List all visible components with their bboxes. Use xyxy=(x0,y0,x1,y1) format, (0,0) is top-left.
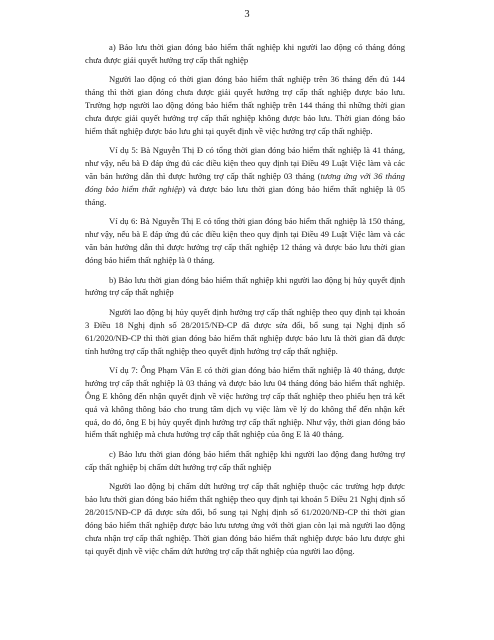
italic-text: tương ứng với 36 tháng đóng bảo hiểm thất nghiệp xyxy=(85,171,405,195)
paragraph-text: Người lao động bị hủy quyết định hưởng trợ cấp thất nghiệp theo quy định tại khoản 3 Điều 18 Nghị định số 28/2015/NĐ-CP đã được sửa đổi, bổ sung tại Nghị định số 61/2020/NĐ-CP thì thời gian đóng bảo hiểm thất nghiệp được bảo lưu là thời gian đã được tính hưởng trợ cấp thất nghiệp theo quyết định hưởng trợ cấp thất nghiệp. xyxy=(85,306,405,356)
paragraph-p2 xyxy=(85,73,405,138)
page-number: 3 xyxy=(244,9,250,20)
paragraph-p1 xyxy=(85,41,405,67)
paragraph-p3 xyxy=(85,144,405,209)
paragraph-text: a) Bảo lưu thời gian đóng bảo hiểm thất nghiệp khi người lao động có tháng đóng chưa được giải quyết hưởng trợ cấp thất nghiệp xyxy=(85,42,405,65)
paragraph-text: ) và được bảo lưu thời gian đóng bảo hiểm thất nghiệp là 05 tháng. xyxy=(85,184,406,207)
paragraph-p5 xyxy=(85,274,405,300)
document-body xyxy=(85,41,405,564)
paragraph-text: b) Bảo lưu thời gian đóng bảo hiểm thất nghiệp khi người lao động bị hủy quyết định hưởng trợ cấp thất nghiệp xyxy=(85,274,405,298)
paragraph-p6 xyxy=(85,306,405,358)
paragraph-p4 xyxy=(85,215,405,267)
paragraph-text: Ví dụ 7: Ông Phạm Văn E có thời gian đóng bảo hiểm thất nghiệp là 40 tháng, được hưởng trợ cấp thất nghiệp là 03 tháng và được bảo lưu 04 tháng đóng bảo hiểm thất nghiệp. Ông E không đến nhận quyết định về việc hưởng trợ cấp thất nghiệp theo phiếu hẹn trả kết quả và không thông báo cho trung tâm dịch vụ việc làm về lý do không thể đến nhận kết quả, do đó, ông E bị hủy quyết định hưởng trợ cấp thất nghiệp. Như vậy, thời gian đóng bảo hiểm thất nghiệp mà chưa hưởng trợ cấp thất nghiệp của ông E là 40 tháng. xyxy=(85,364,405,440)
paragraph-text: Người lao động bị chấm dứt hưởng trợ cấp thất nghiệp thuộc các trường hợp được bảo lưu thời gian đóng bảo hiểm thất nghiệp theo quy định tại khoản 5 Điều 21 Nghị định số 28/2015/NĐ-CP đã được sửa đổi, bổ sung tại Nghị định số 61/2020/NĐ-CP thì thời gian đóng bảo hiểm thất nghiệp được bảo lưu tương ứng với thời gian còn lại mà người lao động chưa nhận trợ cấp thất nghiệp. Thời gian đóng bảo hiểm thất nghiệp được bảo lưu được ghi tại quyết định về việc chấm dứt hưởng trợ cấp thất nghiệp của người lao động. xyxy=(85,481,405,556)
paragraph-text: Ví dụ 6: Bà Nguyễn Thị E có tổng thời gian đóng bảo hiểm thất nghiệp là 150 tháng, như vậy, nếu bà E đáp ứng đủ các điều kiện theo quy định tại Điều 49 Luật Việc làm và các văn bản hướng dẫn thì được hưởng trợ cấp thất nghiệp 12 tháng và được bảo lưu thời gian đóng bảo hiểm thất nghiệp là 0 tháng. xyxy=(85,216,405,266)
paragraph-text: Ví dụ 5: Bà Nguyễn Thị Đ có tổng thời gian đóng bảo hiểm thất nghiệp là 41 tháng, như vậy, nếu bà Đ đáp ứng đủ các điều kiện theo quy định tại Điều 49 Luật Việc làm và các văn bản hướng dẫn thì được hưởng trợ cấp thất nghiệp 03 tháng ( xyxy=(85,145,405,182)
paragraph-text: c) Bảo lưu thời gian đóng bảo hiểm thất nghiệp khi người lao động đang hưởng trợ cấp thất nghiệp bị chấm dứt hưởng trợ cấp thất nghiệp xyxy=(85,448,405,472)
paragraph-p8 xyxy=(85,448,405,474)
paragraph-p9 xyxy=(85,480,405,557)
paragraph-p7 xyxy=(85,364,405,441)
paragraph-text: Người lao động có thời gian đóng bảo hiểm thất nghiệp trên 36 tháng đến đủ 144 tháng thì thời gian đóng chưa được giải quyết hưởng trợ cấp thất nghiệp được bảo lưu. Trường hợp người lao động đóng bảo hiểm thất nghiệp trên 144 tháng thì những thời gian chưa được giải quyết hưởng trợ cấp thất nghiệp không được bảo lưu. Thời gian đóng bảo hiểm thất nghiệp được bảo lưu ghi tại quyết định về việc hưởng trợ cấp thất nghiệp. xyxy=(85,74,405,136)
